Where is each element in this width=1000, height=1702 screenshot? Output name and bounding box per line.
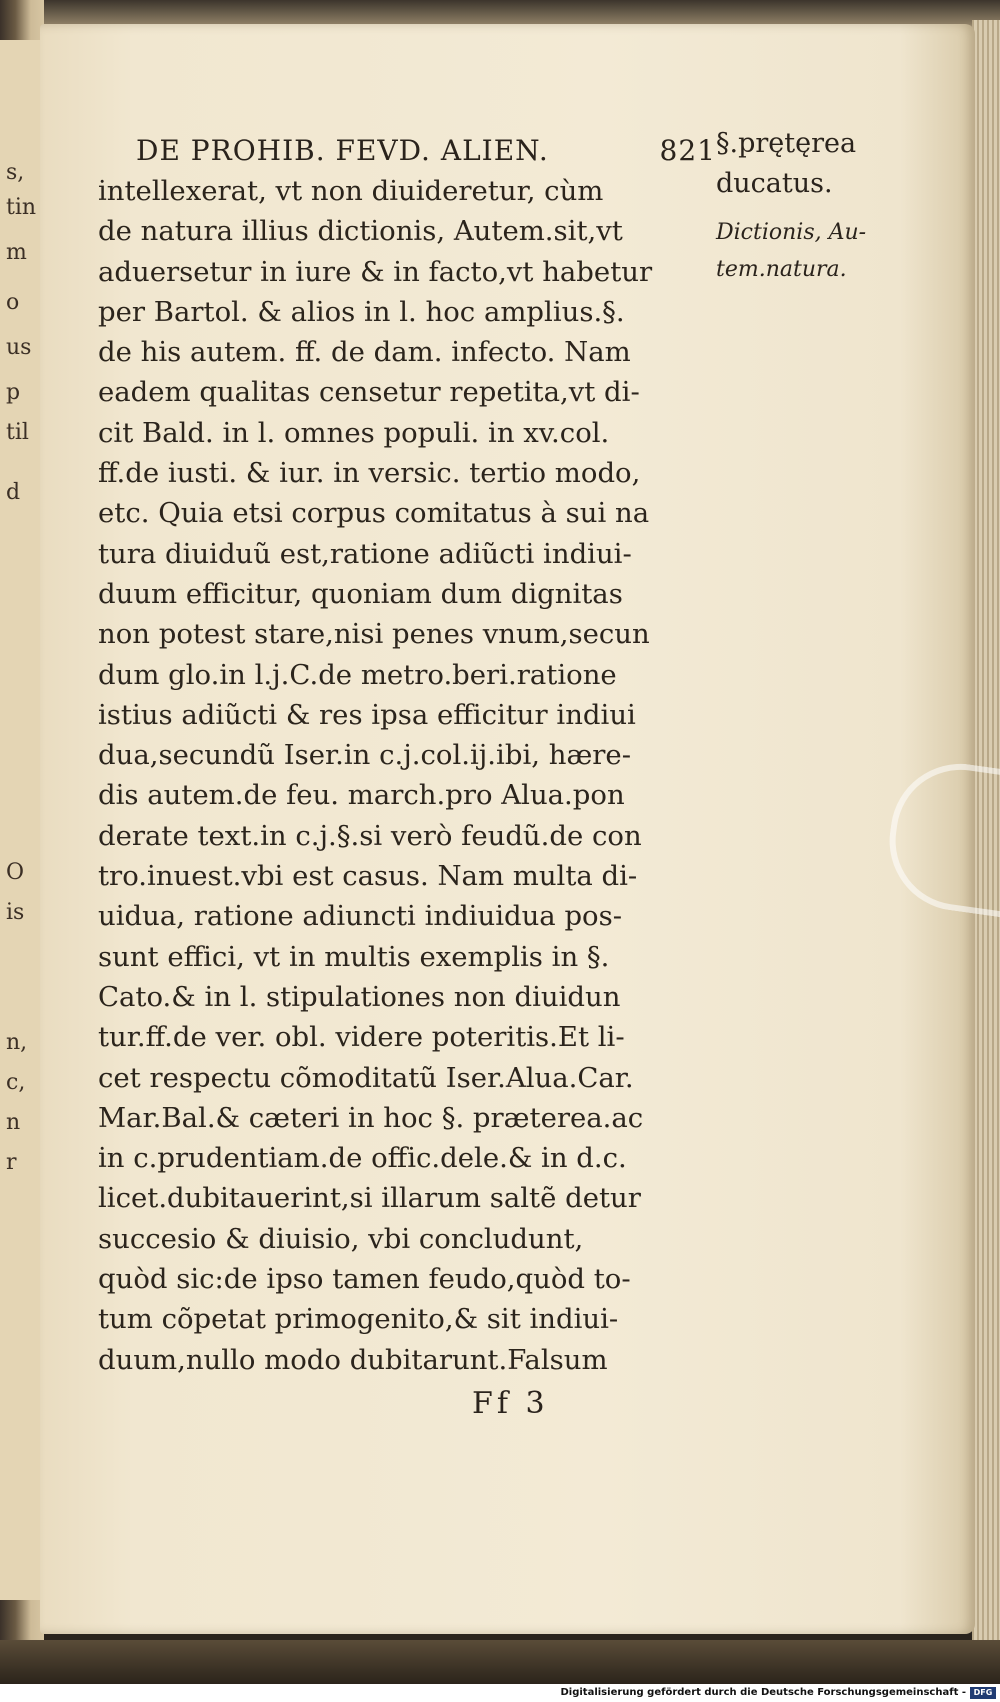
left-page-fragment: r — [6, 1150, 17, 1175]
header-title: DE PROHIB. FEVD. ALIEN. — [136, 134, 549, 167]
left-page-fragment: us — [6, 335, 32, 360]
page-number: 821 — [659, 134, 716, 167]
body-line: duum,nullo modo dubitarunt.Falsum — [98, 1343, 608, 1376]
body-line: istius adiũcti & res ipsa efficitur indiui — [98, 698, 636, 731]
body-line: non potest stare,nisi penes vnum,secun — [98, 618, 650, 651]
body-line: per Bartol. & alios in l. hoc amplius.§. — [98, 295, 625, 328]
body-line: Cato.& in l. stipulationes non diuidun — [98, 980, 621, 1013]
left-page-fragment: p — [6, 380, 21, 405]
left-page-fragment: m — [6, 240, 27, 265]
body-line: tur.ff.de ver. obl. videre poteritis.Et li- — [98, 1021, 625, 1054]
body-line: dum glo.in l.j.C.de metro.beri.ratione — [98, 658, 617, 691]
body-line: succesio & diuisio, vbi concludunt, — [98, 1222, 584, 1255]
margin-note-line: §.prętęrea — [716, 128, 857, 159]
body-line: Mar.Bal.& cæteri in hoc §. præterea.ac — [98, 1101, 644, 1134]
body-line: derate text.in c.j.§.si verò feudũ.de con — [98, 819, 642, 852]
left-page-fragment: is — [6, 900, 25, 925]
margin-note-line: ducatus. — [716, 168, 833, 199]
body-line: intellexerat, vt non diuideretur, cùm — [98, 175, 604, 207]
signature-mark: Ff 3 — [472, 1386, 549, 1421]
body-line: tro.inuest.vbi est casus. Nam multa di- — [98, 860, 638, 893]
body-line: sunt effici, vt in multis exemplis in §. — [98, 940, 610, 973]
body-line: aduersetur in iure & in facto,vt habetur — [98, 255, 653, 288]
body-line: licet.dubitauerint,si illarum saltẽ detur — [98, 1182, 641, 1215]
left-page-fragment: c, — [6, 1070, 26, 1095]
body-line: duum efficitur, quoniam dum dignitas — [98, 577, 623, 610]
body-line: eadem qualitas censetur repetita,vt di- — [98, 376, 640, 409]
left-page-fragment: d — [6, 480, 21, 505]
margin-note-dictionis — [716, 214, 896, 288]
left-page-edge — [0, 40, 42, 1600]
body-line: uidua, ratione adiuncti indiuidua pos- — [98, 900, 623, 933]
body-line: in c.prudentiam.de offic.dele.& in d.c. — [98, 1142, 627, 1175]
body-line: dis autem.de feu. march.pro Alua.pon — [98, 779, 625, 812]
bottom-binding-shadow — [0, 1640, 1000, 1685]
body-line: quòd sic:de ipso tamen feudo,quòd to- — [98, 1263, 631, 1296]
body-line: de natura illius dictionis, Autem.sit,vt — [98, 215, 623, 248]
running-header — [136, 134, 716, 174]
left-page-fragment: o — [6, 290, 20, 315]
body-line: tum cõpetat primogenito,& sit indiui- — [98, 1303, 619, 1336]
left-page-fragment: n — [6, 1110, 21, 1135]
body-line: etc. Quia etsi corpus comitatus à sui na — [98, 497, 650, 530]
left-page-fragment: n, — [6, 1030, 28, 1055]
digitization-footer — [0, 1684, 1000, 1702]
margin-note-praeterea — [716, 124, 896, 204]
left-page-fragment: tin — [6, 195, 37, 220]
body-line: cit Bald. in l. omnes populi. in xv.col. — [98, 416, 610, 449]
body-line: ff.de iusti. & iur. in versic. tertio modo, — [98, 457, 641, 490]
body-line: de his autem. ff. de dam. infecto. Nam — [98, 336, 631, 369]
footer-credit: Digitalisierung gefördert durch die Deutsche Forschungsgemeinschaft - — [560, 1687, 966, 1698]
dfg-logo: DFG — [970, 1687, 996, 1699]
left-page-fragment: til — [6, 420, 29, 445]
left-page-fragment: s, — [6, 160, 25, 185]
book-page — [40, 24, 975, 1634]
margin-note-line: tem.natura. — [716, 257, 847, 282]
body-line: dua,secundũ Iser.in c.j.col.ij.ibi, hære- — [98, 739, 632, 772]
margin-note-line: Dictionis, Au- — [716, 220, 867, 245]
body-line: tura diuiduũ est,ratione adiũcti indiui- — [98, 537, 632, 570]
body-text — [98, 171, 708, 1380]
body-line: cet respectu cõmoditatũ Iser.Alua.Car. — [98, 1061, 634, 1094]
left-page-fragment: O — [6, 860, 25, 885]
